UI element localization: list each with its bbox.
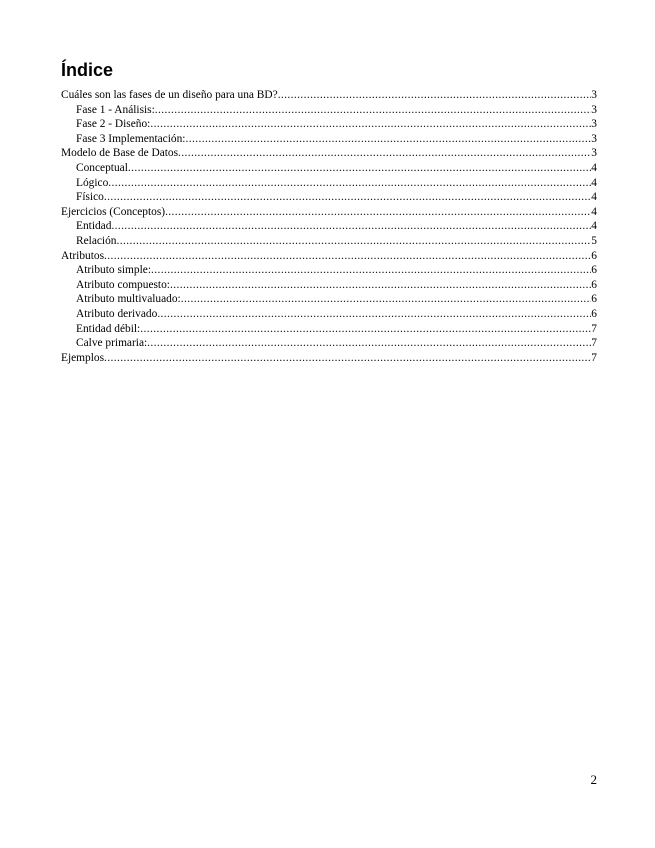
dot-leader <box>155 103 592 118</box>
dot-leader <box>278 88 592 103</box>
toc-entry-page: 4 <box>591 205 597 218</box>
toc-entry[interactable] <box>61 117 597 132</box>
toc-entry-page: 5 <box>591 234 597 247</box>
toc-entry-text: Entidad <box>76 220 112 233</box>
toc-entry-page: 3 <box>591 132 597 145</box>
toc-entry[interactable] <box>61 219 597 234</box>
toc-entry[interactable] <box>61 351 597 366</box>
toc-entry[interactable] <box>61 292 597 307</box>
toc-entry-page: 3 <box>591 147 597 160</box>
toc-entry[interactable] <box>61 88 597 103</box>
toc-entry-page: 3 <box>591 89 597 101</box>
toc-entry-text: Cuáles son las fases de un diseño para una BD? <box>61 89 278 101</box>
toc-entry-text: Atributos <box>61 249 105 262</box>
dot-leader <box>104 249 591 264</box>
dot-leader <box>185 132 591 147</box>
toc-entry-text: Atributo derivado <box>76 307 158 320</box>
toc-entry-text: Ejemplos <box>61 351 105 364</box>
dot-leader <box>181 292 592 307</box>
toc-entry-text: Calve primaria: <box>76 337 148 350</box>
table-of-contents <box>61 88 597 365</box>
toc-entry[interactable] <box>61 205 597 220</box>
dot-leader <box>117 234 592 249</box>
toc-entry[interactable] <box>61 132 597 147</box>
toc-entry[interactable] <box>61 307 597 322</box>
toc-entry-text: Lógico <box>76 176 109 189</box>
toc-entry-text: Atributo multivaluado: <box>76 293 181 306</box>
dot-leader <box>128 161 591 176</box>
dot-leader <box>147 336 591 351</box>
dot-leader <box>150 117 591 132</box>
dot-leader <box>104 351 591 366</box>
toc-entry[interactable] <box>61 146 597 161</box>
dot-leader <box>170 278 591 293</box>
toc-entry[interactable] <box>61 103 597 118</box>
toc-entry-page: 4 <box>591 161 597 174</box>
page-number: 2 <box>590 772 597 787</box>
dot-leader <box>178 146 591 161</box>
toc-entry-text: Físico <box>76 191 104 204</box>
toc-entry[interactable] <box>61 336 597 351</box>
toc-entry-page: 4 <box>591 191 597 204</box>
toc-entry-text: Fase 1 - Análisis: <box>76 103 155 116</box>
dot-leader <box>104 190 591 205</box>
toc-entry-text: Fase 3 Implementación: <box>76 132 186 145</box>
toc-entry-text: Atributo simple: <box>76 264 151 277</box>
toc-entry-text: Fase 2 - Diseño: <box>76 118 151 131</box>
toc-entry[interactable] <box>61 190 597 205</box>
toc-entry[interactable] <box>61 278 597 293</box>
toc-entry-text: Relación <box>76 234 117 247</box>
toc-entry-page: 3 <box>591 103 597 116</box>
toc-entry-page: 6 <box>591 278 597 291</box>
toc-entry-text: Entidad débil: <box>76 322 141 335</box>
toc-entry[interactable] <box>61 263 597 278</box>
toc-entry-page: 4 <box>591 220 597 233</box>
dot-leader <box>165 205 591 220</box>
toc-entry-text: Atributo compuesto: <box>76 278 170 291</box>
toc-entry-page: 6 <box>591 264 597 277</box>
toc-entry-page: 3 <box>591 118 597 131</box>
toc-entry[interactable] <box>61 234 597 249</box>
toc-entry-page: 6 <box>591 249 597 262</box>
toc-entry[interactable] <box>61 249 597 264</box>
toc-entry-page: 7 <box>591 351 597 364</box>
dot-leader <box>140 322 591 337</box>
toc-entry[interactable] <box>61 176 597 191</box>
toc-entry-page: 7 <box>591 322 597 335</box>
toc-entry-page: 6 <box>591 307 597 320</box>
dot-leader <box>157 307 591 322</box>
toc-entry-text: Ejercicios (Conceptos) <box>61 205 166 218</box>
toc-entry[interactable] <box>61 322 597 337</box>
toc-entry-text: Conceptual <box>76 161 128 174</box>
dot-leader <box>151 263 591 278</box>
toc-entry-page: 7 <box>591 337 597 350</box>
dot-leader <box>108 176 591 191</box>
toc-entry-text: Modelo de Base de Datos <box>61 147 179 160</box>
toc-entry-page: 4 <box>591 176 597 189</box>
toc-entry[interactable] <box>61 161 597 176</box>
toc-entry-page: 6 <box>591 293 597 306</box>
dot-leader <box>111 219 591 234</box>
toc-title: Índice <box>61 60 114 80</box>
